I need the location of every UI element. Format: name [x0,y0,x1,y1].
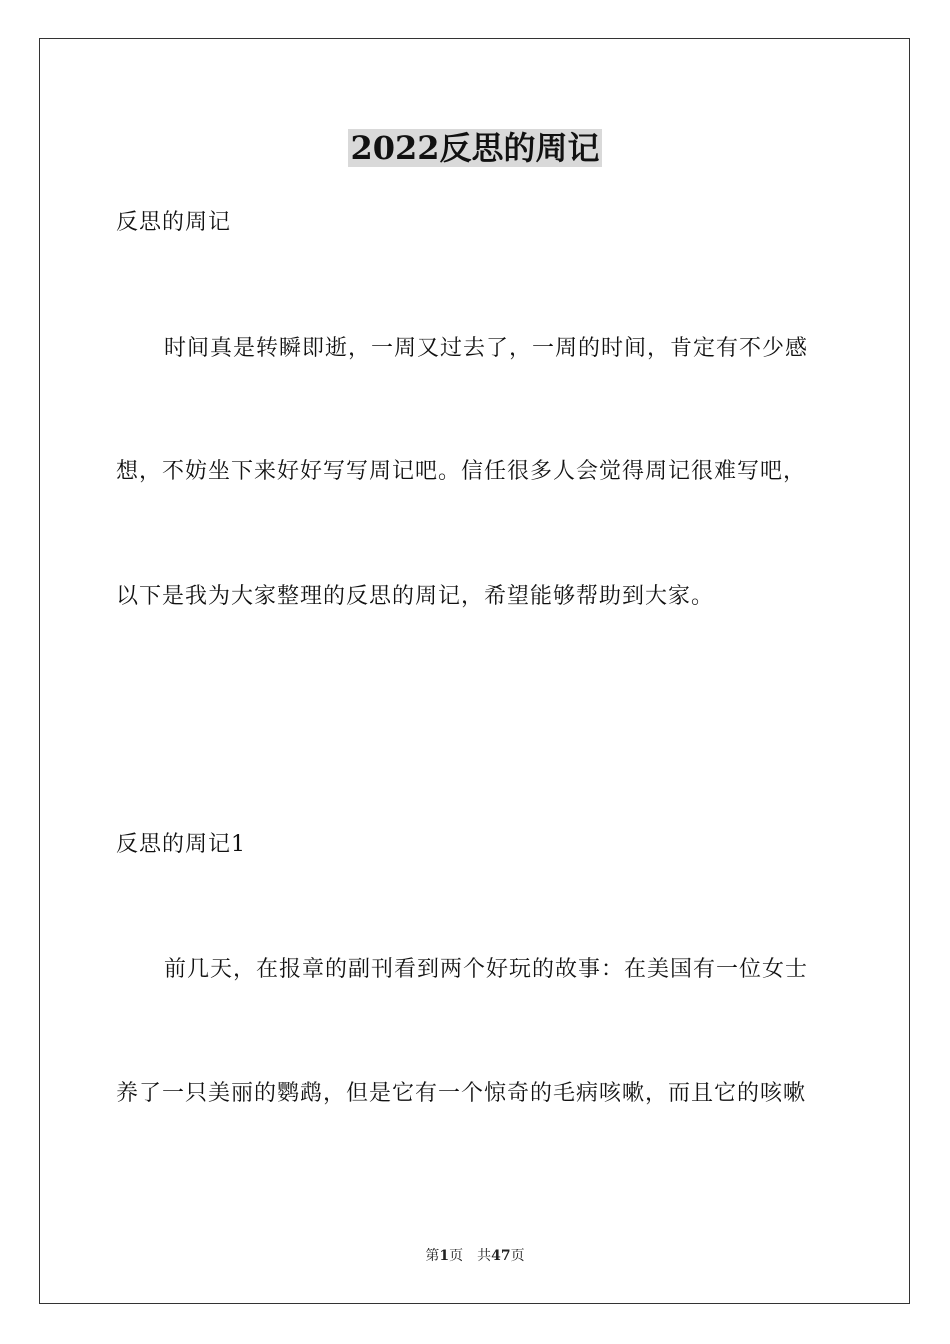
footer-total-pages: 47 [491,1248,511,1264]
document-title-text: 2022反思的周记 [350,129,600,167]
page-footer [0,1246,950,1266]
footer-page-number: 1 [439,1248,450,1264]
intro-line-3: 以下是我为大家整理的反思的周记，希望能够帮助到大家。 [116,584,715,609]
section1-heading: 反思的周记1 [116,832,246,857]
intro-line-2: 想，不妨坐下来好好写写周记吧。信任很多人会觉得周记很难写吧， [116,459,807,484]
section1-line-1: 前几天，在报章的副刊看到两个好玩的故事：在美国有一位女士 [164,957,809,982]
footer-total-prefix: 共 [477,1248,492,1264]
intro-line-1: 时间真是转瞬即逝，一周又过去了，一周的时间，肯定有不少感 [164,336,809,361]
footer-page-suffix: 页 [449,1248,464,1264]
footer-page-prefix: 第 [425,1248,440,1264]
document-title [0,126,950,170]
document-subtitle: 反思的周记 [116,210,232,235]
footer-total-suffix: 页 [510,1248,525,1264]
section1-line-2: 养了一只美丽的鹦鹉，但是它有一个惊奇的毛病咳嗽，而且它的咳嗽 [116,1081,807,1106]
